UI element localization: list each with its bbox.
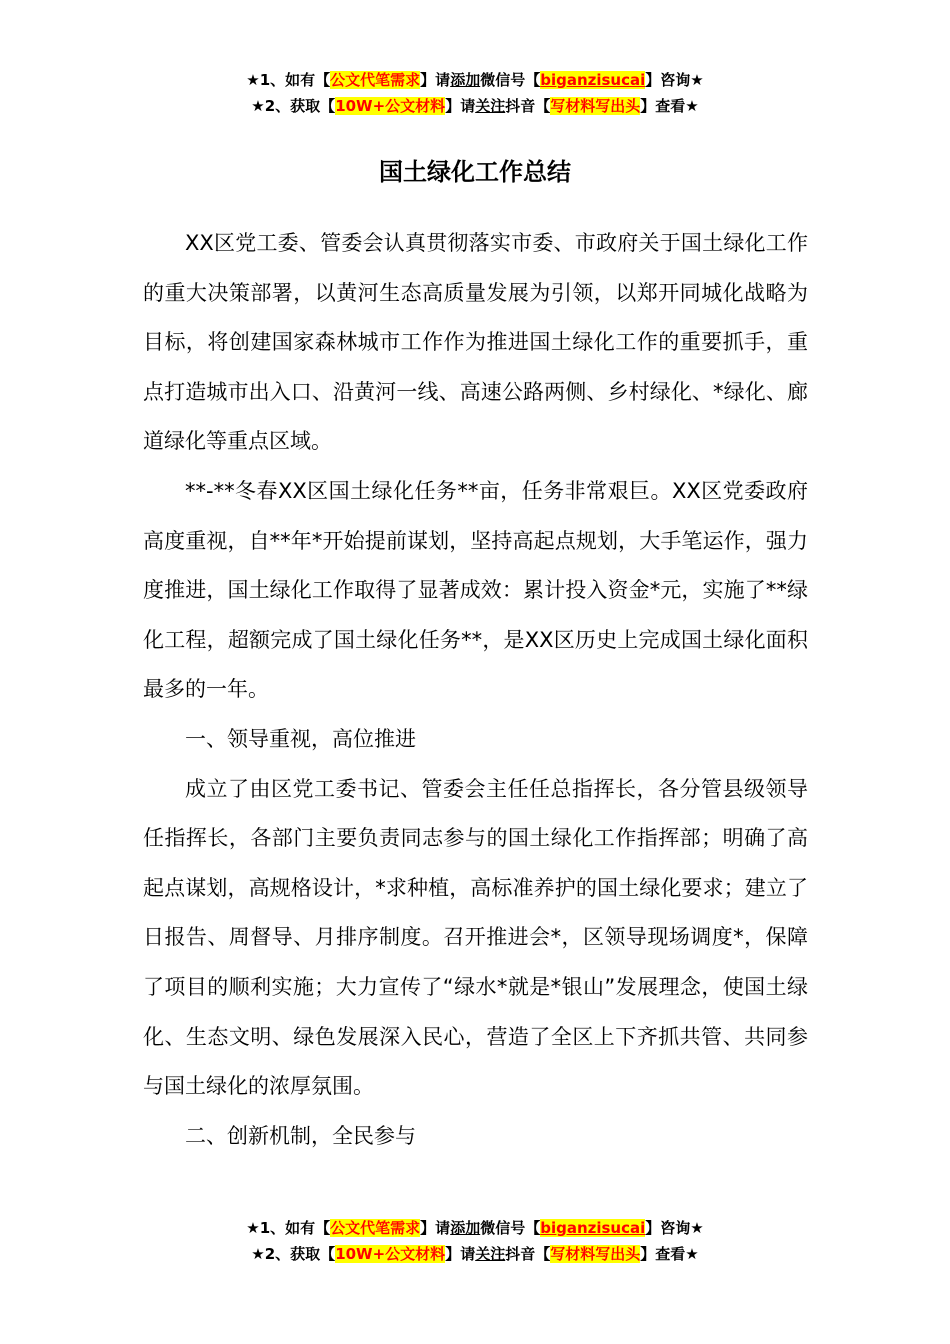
promo-line-2: ★2、获取【10W+公文材料】请关注抖音【写材料写出头】查看★ — [251, 97, 699, 115]
promo-highlight: 10W+公文材料 — [335, 1245, 446, 1263]
promo-line-1: ★1、如有【公文代笔需求】请添加微信号【biganzisucai】咨询★ — [246, 1219, 704, 1237]
promo-highlight: 10W+公文材料 — [335, 97, 446, 115]
paragraph: **-**冬春XX区国土绿化任务**亩，任务非常艰巨。XX区党委政府高度重视，自**年*开始提前谋划，坚持高起点规划，大手笔运作，强力度推进，国土绿化工作取得了显著成效：累计投入资金*元，实施了**绿化工程，超额完成了国土绿化任务**，是XX区历史上完成国土绿化面积最多的一年。 — [143, 478, 808, 702]
promo-banner-bottom — [0, 1215, 950, 1267]
paragraph: XX区党工委、管委会认真贯彻落实市委、市政府关于国土绿化工作的重大决策部署，以黄河生态高质量发展为引领，以郑开同城化战略为目标，将创建国家森林城市工作作为推进国土绿化工作的重要抓手，重点打造城市出入口、沿黄河一线、高速公路两侧、乡村绿化、*绿化、廊道绿化等重点区域。 — [143, 231, 808, 454]
document-body — [143, 219, 808, 1161]
douyin-account: 写材料写出头 — [550, 97, 641, 115]
wechat-id: biganzisucai — [540, 71, 646, 89]
wechat-id: biganzisucai — [540, 1219, 646, 1237]
promo-line-1: ★1、如有【公文代笔需求】请添加微信号【biganzisucai】咨询★ — [246, 71, 704, 89]
section-heading: 二、创新机制，全民参与 — [185, 1123, 416, 1148]
document-title: 国土绿化工作总结 — [379, 158, 571, 186]
promo-highlight: 公文代笔需求 — [330, 1219, 421, 1237]
paragraph: 成立了由区党工委书记、管委会主任任总指挥长，各分管县级领导任指挥长，各部门主要负责同志参与的国土绿化工作指挥部；明确了高起点谋划，高规格设计，*求种植，高标准养护的国土绿化要求；建立了日报告、周督导、月排序制度。召开推进会*，区领导现场调度*，保障了项目的顺利实施；大力宣传了“绿水*就是*银山”发展理念，使国土绿化、生态文明、绿色发展深入民心，营造了全区上下齐抓共管、共同参与国土绿化的浓厚氛围。 — [143, 776, 808, 1099]
promo-line-2: ★2、获取【10W+公文材料】请关注抖音【写材料写出头】查看★ — [251, 1245, 699, 1263]
section-heading: 一、领导重视，高位推进 — [185, 726, 416, 751]
douyin-account: 写材料写出头 — [550, 1245, 641, 1263]
promo-highlight: 公文代笔需求 — [330, 71, 421, 89]
promo-banner-top — [0, 67, 950, 119]
